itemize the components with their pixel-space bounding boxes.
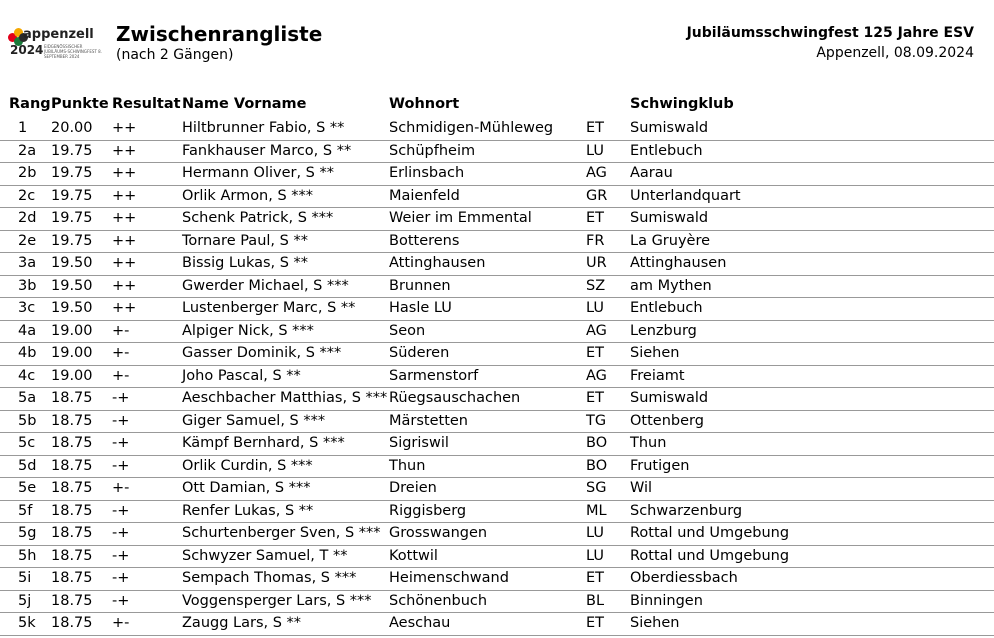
cell-schwingklub: Frutigen xyxy=(630,457,690,474)
table-row xyxy=(0,141,994,164)
cell-rang: 2a xyxy=(18,142,37,159)
cell-punkte: 18.75 xyxy=(51,435,93,451)
cell-schwingklub: Entlebuch xyxy=(630,300,703,316)
cell-rang: 3a xyxy=(18,255,37,271)
cell-kanton: BO xyxy=(586,457,608,474)
cell-kanton: LU xyxy=(586,547,604,564)
cell-punkte: 19.00 xyxy=(51,367,93,384)
cell-resultat: -+ xyxy=(112,435,130,451)
table-row xyxy=(0,298,994,321)
cell-schwingklub: Sumiswald xyxy=(630,390,709,406)
cell-resultat: +- xyxy=(112,480,130,496)
cell-resultat: -+ xyxy=(112,412,130,429)
cell-name: Lustenberger Marc, S ** xyxy=(182,300,356,316)
cell-kanton: BL xyxy=(586,592,605,609)
table-header xyxy=(0,96,994,118)
cell-wohnort: Schüpfheim xyxy=(389,142,476,159)
cell-wohnort: Attinghausen xyxy=(389,255,486,271)
cell-schwingklub: Rottal und Umgebung xyxy=(630,525,790,541)
cell-punkte: 19.50 xyxy=(51,277,93,294)
cell-wohnort: Schönenbuch xyxy=(389,592,488,609)
cell-rang: 5b xyxy=(18,412,37,429)
cell-resultat: ++ xyxy=(112,187,137,204)
cell-wohnort: Sarmenstorf xyxy=(389,367,479,384)
cell-resultat: ++ xyxy=(112,142,137,159)
cell-punkte: 19.75 xyxy=(51,165,93,181)
cell-rang: 5i xyxy=(18,570,32,586)
cell-name: Zaugg Lars, S ** xyxy=(182,615,302,631)
cell-name: Renfer Lukas, S ** xyxy=(182,502,314,519)
cell-punkte: 19.75 xyxy=(51,187,93,204)
cell-punkte: 18.75 xyxy=(51,615,93,631)
table-row xyxy=(0,321,994,344)
cell-punkte: 19.50 xyxy=(51,255,93,271)
cell-schwingklub: Ottenberg xyxy=(630,412,704,429)
col-schwingklub: Schwingklub xyxy=(630,96,734,112)
cell-rang: 2d xyxy=(18,210,37,226)
cell-punkte: 19.00 xyxy=(51,345,93,361)
cell-kanton: ET xyxy=(586,615,605,631)
cell-wohnort: Seon xyxy=(389,322,426,339)
cell-kanton: LU xyxy=(586,300,604,316)
cell-rang: 5f xyxy=(18,502,33,519)
cell-name: Sempach Thomas, S *** xyxy=(182,570,357,586)
page-subtitle: (nach 2 Gängen) xyxy=(116,47,234,63)
table-row xyxy=(0,343,994,366)
table-row xyxy=(0,568,994,591)
cell-kanton: BO xyxy=(586,435,608,451)
cell-name: Tornare Paul, S ** xyxy=(182,232,308,249)
cell-resultat: ++ xyxy=(112,300,137,316)
cell-schwingklub: Wil xyxy=(630,480,653,496)
table-row xyxy=(0,231,994,254)
cell-rang: 4c xyxy=(18,367,36,384)
cell-name: Hiltbrunner Fabio, S ** xyxy=(182,120,345,136)
cell-rang: 5e xyxy=(18,480,37,496)
cell-schwingklub: Unterlandquart xyxy=(630,187,741,204)
cell-punkte: 18.75 xyxy=(51,412,93,429)
table-row xyxy=(0,501,994,524)
table-row xyxy=(0,118,994,141)
cell-schwingklub: Sumiswald xyxy=(630,210,709,226)
cell-wohnort: Süderen xyxy=(389,345,450,361)
cell-kanton: AG xyxy=(586,367,607,384)
cell-wohnort: Kottwil xyxy=(389,547,438,564)
cell-name: Schurtenberger Sven, S *** xyxy=(182,525,381,541)
cell-kanton: ET xyxy=(586,345,605,361)
cell-kanton: GR xyxy=(586,187,608,204)
cell-punkte: 19.50 xyxy=(51,300,93,316)
logo-subtext: EIDGENÖSSISCHER JUBILÄUMS-SCHWINGFEST 8. SEPTEMBER 2024 xyxy=(44,44,102,59)
cell-resultat: +- xyxy=(112,367,130,384)
table-row xyxy=(0,163,994,186)
cell-schwingklub: La Gruyère xyxy=(630,232,711,249)
col-resultat: Resultat xyxy=(112,96,181,112)
cell-schwingklub: Lenzburg xyxy=(630,322,697,339)
cell-kanton: ET xyxy=(586,210,605,226)
cell-name: Hermann Oliver, S ** xyxy=(182,165,334,181)
table-row xyxy=(0,186,994,209)
cell-schwingklub: Siehen xyxy=(630,345,680,361)
cell-punkte: 20.00 xyxy=(51,120,93,136)
cell-punkte: 18.75 xyxy=(51,547,93,564)
cell-rang: 5d xyxy=(18,457,37,474)
table-row xyxy=(0,546,994,569)
cell-name: Fankhauser Marco, S ** xyxy=(182,142,352,159)
cell-name: Aeschbacher Matthias, S *** xyxy=(182,390,388,406)
col-name: Name Vorname xyxy=(182,96,307,112)
cell-schwingklub: Rottal und Umgebung xyxy=(630,547,790,564)
cell-rang: 3b xyxy=(18,277,37,294)
col-wohnort: Wohnort xyxy=(389,96,460,112)
cell-wohnort: Märstetten xyxy=(389,412,468,429)
table-row xyxy=(0,208,994,231)
table-row xyxy=(0,388,994,411)
cell-schwingklub: Schwarzenburg xyxy=(630,502,743,519)
cell-resultat: -+ xyxy=(112,390,130,406)
cell-wohnort: Maienfeld xyxy=(389,187,460,204)
cell-kanton: ML xyxy=(586,502,607,519)
cell-rang: 4a xyxy=(18,322,37,339)
table-row xyxy=(0,523,994,546)
cell-rang: 1 xyxy=(18,120,28,136)
cell-wohnort: Botterens xyxy=(389,232,460,249)
cell-rang: 4b xyxy=(18,345,37,361)
cell-resultat: +- xyxy=(112,345,130,361)
cell-punkte: 18.75 xyxy=(51,570,93,586)
cell-resultat: ++ xyxy=(112,232,137,249)
cell-wohnort: Weier im Emmental xyxy=(389,210,532,226)
cell-wohnort: Aeschau xyxy=(389,615,451,631)
page-title: Zwischenrangliste xyxy=(116,22,323,46)
cell-schwingklub: Sumiswald xyxy=(630,120,709,136)
cell-rang: 5h xyxy=(18,547,37,564)
cell-punkte: 18.75 xyxy=(51,592,93,609)
cell-schwingklub: Thun xyxy=(630,435,667,451)
cell-kanton: SZ xyxy=(586,277,606,294)
cell-schwingklub: Freiamt xyxy=(630,367,685,384)
cell-rang: 5g xyxy=(18,525,37,541)
cell-name: Voggensperger Lars, S *** xyxy=(182,592,372,609)
cell-kanton: SG xyxy=(586,480,607,496)
cell-kanton: AG xyxy=(586,165,607,181)
cell-schwingklub: Siehen xyxy=(630,615,680,631)
cell-name: Gwerder Michael, S *** xyxy=(182,277,349,294)
cell-schwingklub: Oberdiessbach xyxy=(630,570,738,586)
cell-wohnort: Riggisberg xyxy=(389,502,467,519)
cell-name: Kämpf Bernhard, S *** xyxy=(182,435,345,451)
cell-punkte: 19.75 xyxy=(51,142,93,159)
cell-wohnort: Heimenschwand xyxy=(389,570,509,586)
table-row xyxy=(0,253,994,276)
logo-year: 2024 xyxy=(10,43,44,57)
cell-resultat: ++ xyxy=(112,255,137,271)
cell-name: Ott Damian, S *** xyxy=(182,480,311,496)
cell-wohnort: Sigriswil xyxy=(389,435,449,451)
cell-name: Orlik Curdin, S *** xyxy=(182,457,313,474)
cell-punkte: 19.75 xyxy=(51,232,93,249)
table-row xyxy=(0,456,994,479)
cell-wohnort: Brunnen xyxy=(389,277,451,294)
cell-rang: 3c xyxy=(18,300,36,316)
cell-resultat: -+ xyxy=(112,502,130,519)
cell-name: Giger Samuel, S *** xyxy=(182,412,326,429)
cell-rang: 5j xyxy=(18,592,32,609)
cell-resultat: +- xyxy=(112,322,130,339)
cell-resultat: ++ xyxy=(112,165,137,181)
logo-brand: appenzell xyxy=(23,27,94,42)
table-row xyxy=(0,433,994,456)
cell-resultat: -+ xyxy=(112,570,130,586)
table-row xyxy=(0,276,994,299)
event-place-date: Appenzell, 08.09.2024 xyxy=(816,45,974,61)
ranking-table xyxy=(0,118,994,636)
col-rang: Rang xyxy=(9,96,51,112)
cell-wohnort: Thun xyxy=(389,457,426,474)
cell-wohnort: Rüegsauschachen xyxy=(389,390,521,406)
table-row xyxy=(0,366,994,389)
table-row xyxy=(0,411,994,434)
cell-wohnort: Dreien xyxy=(389,480,437,496)
cell-punkte: 18.75 xyxy=(51,502,93,519)
cell-punkte: 18.75 xyxy=(51,390,93,406)
col-punkte: Punkte xyxy=(51,96,109,112)
table-row xyxy=(0,591,994,614)
cell-rang: 5a xyxy=(18,390,37,406)
cell-kanton: FR xyxy=(586,232,605,249)
cell-rang: 2b xyxy=(18,165,37,181)
cell-kanton: AG xyxy=(586,322,607,339)
cell-schwingklub: am Mythen xyxy=(630,277,712,294)
cell-name: Schenk Patrick, S *** xyxy=(182,210,334,226)
cell-schwingklub: Binningen xyxy=(630,592,703,609)
cell-schwingklub: Entlebuch xyxy=(630,142,703,159)
cell-schwingklub: Attinghausen xyxy=(630,255,727,271)
cell-resultat: -+ xyxy=(112,547,130,564)
cell-name: Schwyzer Samuel, T ** xyxy=(182,547,348,564)
cell-resultat: ++ xyxy=(112,120,137,136)
cell-resultat: -+ xyxy=(112,525,130,541)
cell-punkte: 19.75 xyxy=(51,210,93,226)
cell-kanton: LU xyxy=(586,525,604,541)
cell-wohnort: Grosswangen xyxy=(389,525,488,541)
cell-resultat: ++ xyxy=(112,277,137,294)
cell-resultat: -+ xyxy=(112,592,130,609)
cell-punkte: 18.75 xyxy=(51,525,93,541)
cell-resultat: -+ xyxy=(112,457,130,474)
cell-wohnort: Erlinsbach xyxy=(389,165,465,181)
table-row xyxy=(0,613,994,636)
cell-kanton: ET xyxy=(586,120,605,136)
cell-rang: 2e xyxy=(18,232,37,249)
cell-name: Bissig Lukas, S ** xyxy=(182,255,309,271)
cell-rang: 5k xyxy=(18,615,36,631)
cell-punkte: 18.75 xyxy=(51,480,93,496)
cell-punkte: 18.75 xyxy=(51,457,93,474)
cell-rang: 2c xyxy=(18,187,36,204)
cell-rang: 5c xyxy=(18,435,36,451)
cell-resultat: +- xyxy=(112,615,130,631)
cell-punkte: 19.00 xyxy=(51,322,93,339)
cell-name: Orlik Armon, S *** xyxy=(182,187,314,204)
cell-kanton: TG xyxy=(586,412,607,429)
cell-name: Joho Pascal, S ** xyxy=(182,367,301,384)
cell-kanton: UR xyxy=(586,255,607,271)
cell-kanton: LU xyxy=(586,142,604,159)
cell-schwingklub: Aarau xyxy=(630,165,673,181)
cell-name: Alpiger Nick, S *** xyxy=(182,322,314,339)
cell-kanton: ET xyxy=(586,390,605,406)
cell-wohnort: Schmidigen-Mühleweg xyxy=(389,120,554,136)
cell-kanton: ET xyxy=(586,570,605,586)
cell-name: Gasser Dominik, S *** xyxy=(182,345,342,361)
event-name: Jubiläumsschwingfest 125 Jahre ESV xyxy=(686,25,974,41)
table-row xyxy=(0,478,994,501)
cell-wohnort: Hasle LU xyxy=(389,300,452,316)
event-logo xyxy=(8,26,100,62)
cell-resultat: ++ xyxy=(112,210,137,226)
